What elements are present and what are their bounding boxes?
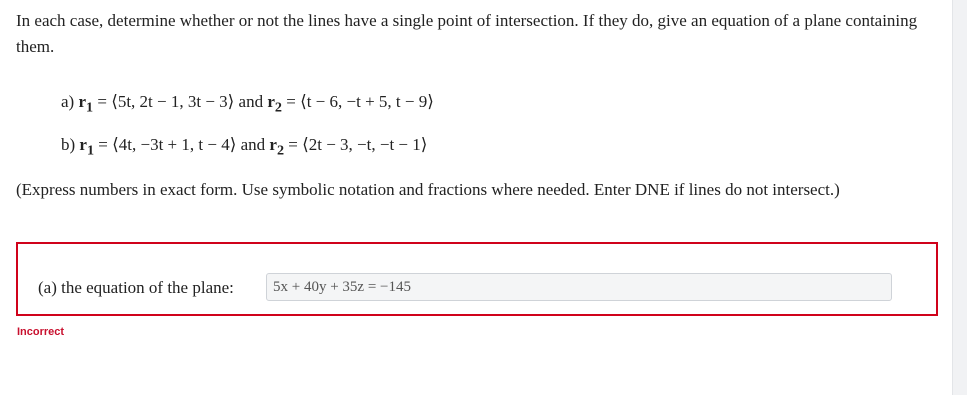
part-a-label: a): [61, 92, 75, 111]
part-a-equals-1: =: [97, 92, 107, 111]
part-b-equals-2: =: [288, 135, 298, 154]
part-b-equations: [61, 133, 427, 162]
part-a-equals-2: =: [286, 92, 296, 111]
part-b-equals-1: =: [98, 135, 108, 154]
status-incorrect: Incorrect: [17, 326, 65, 338]
part-a-r1-name: $r_1$: [78, 92, 94, 116]
part-b-r2-name: $r_2$: [269, 135, 285, 159]
vertical-scrollbar[interactable]: [952, 0, 967, 395]
answer-label: (a) the equation of the plane:: [38, 278, 234, 297]
part-b-r1-value: ⟨4t, −3t + 1, t − 4⟩: [112, 135, 237, 154]
question-prompt: In each case, determine whether or not the lines have a single point of intersection. If they do, give an equation of a plane containing them.: [16, 11, 918, 56]
answer-container: [16, 242, 938, 316]
part-b-r1-name: $r_1$: [79, 135, 95, 159]
part-b-label: b): [61, 135, 76, 154]
instructions-note: (Express numbers in exact form. Use symbolic notation and fractions where needed. Enter DNE if lines do not intersect.): [16, 180, 840, 199]
part-b-r2-value: ⟨2t − 3, −t, −t − 1⟩: [302, 135, 428, 154]
part-a-r2-name: $r_2$: [267, 92, 282, 116]
part-a-r1-value: ⟨5t, 2t − 1, 3t − 3⟩: [111, 92, 235, 111]
part-a-equations: [61, 90, 434, 119]
part-a-connector: and: [238, 92, 264, 111]
question-content: [16, 8, 936, 199]
part-a-r2-value: ⟨t − 6, −t + 5, t − 9⟩: [300, 92, 434, 111]
plane-equation-input[interactable]: 5x + 40y + 35z = −145: [266, 273, 892, 301]
part-b-connector: and: [240, 135, 266, 154]
